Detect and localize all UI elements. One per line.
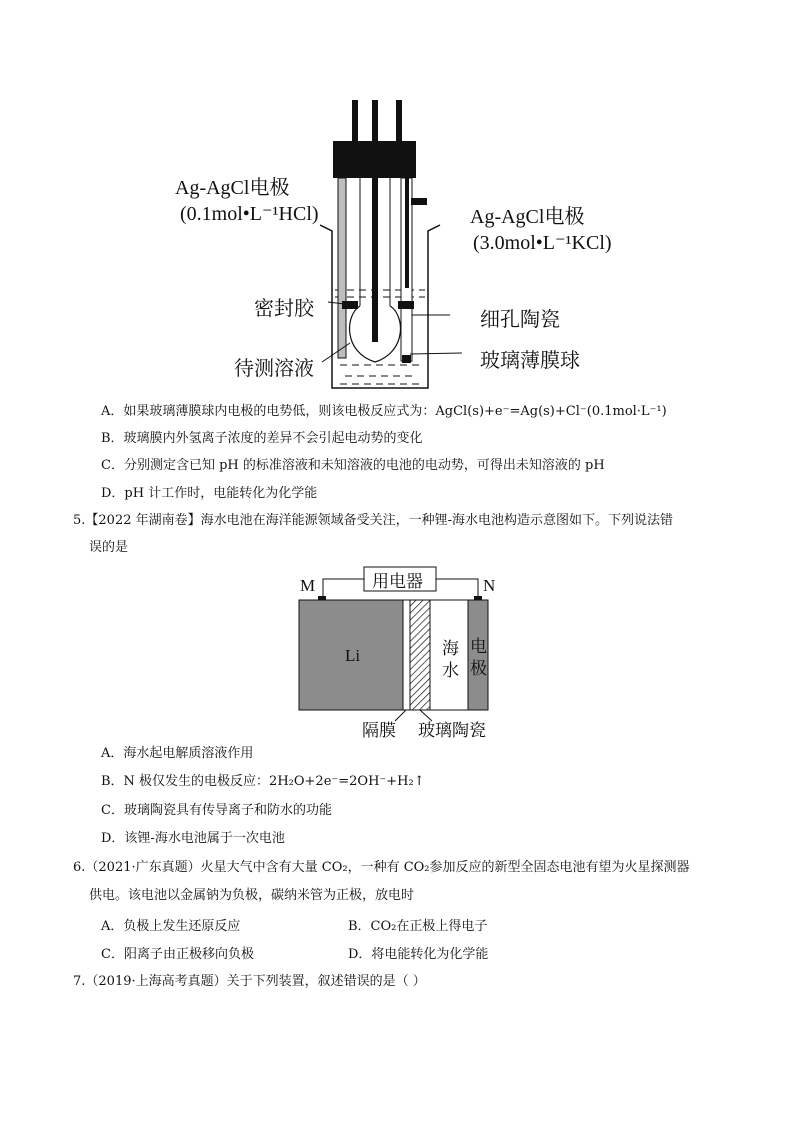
q5-stem-line1: 5.【2022 年湖南卷】海水电池在海洋能源领域备受关注，一种锂-海水电池构造示意图如下。下列说法错 [73, 513, 674, 528]
electrode-cap [333, 141, 416, 178]
cable-left [352, 100, 358, 142]
seal-label: 密封胶 [254, 298, 314, 320]
q4-option-d: D．pH 计工作时，电能转化为化学能 [101, 486, 318, 501]
inner-electrode-rod [372, 178, 378, 342]
q6-option-c: C．阳离子由正极移向负极 [101, 947, 254, 962]
q7-stem: 7.（2019·上海高考真题）关于下列装置，叙述错误的是（ ） [73, 974, 426, 989]
cable-mid [372, 100, 378, 142]
seal-glue-left [342, 301, 358, 309]
left-electrode-title: Ag-AgCl电极 [175, 177, 290, 199]
q4-option-c: C．分别测定含已知 pH 的标准溶液和未知溶液的电池的电动势，可得出未知溶液的 pH [101, 458, 605, 473]
terminal-m-label: M [300, 576, 316, 595]
glass-ceramic-label: 玻璃陶瓷 [418, 721, 486, 740]
porous-ceramic-plug [402, 355, 411, 363]
q5-option-a: A．海水起电解质溶液作用 [101, 746, 254, 761]
terminal-n-label: N [483, 576, 496, 595]
wire-right [436, 579, 478, 599]
ph-electrode-diagram [0, 0, 794, 400]
q5-stem-line2: 误的是 [89, 540, 129, 555]
electrode-label-1: 电 [470, 637, 487, 656]
device-label: 用电器 [372, 572, 423, 591]
q4-option-b: B．玻璃膜内外氢离子浓度的差异不会引起电动势的变化 [101, 431, 423, 446]
q6-option-b: B．CO₂在正极上得电子 [348, 919, 488, 934]
li-label: Li [345, 646, 361, 665]
seal-glue-right [398, 301, 414, 309]
q6-option-a: A．负极上发生还原反应 [101, 919, 241, 934]
q4-option-a: A．如果玻璃薄膜球内电极的电势低，则该电极反应式为：AgCl(s)+e⁻=Ag(s)+Cl⁻(0.1mol·L⁻¹) [101, 404, 667, 419]
q6-option-d: D．将电能转化为化学能 [348, 947, 489, 962]
seawater-label-1: 海 [442, 639, 459, 658]
glass-bulb-label: 玻璃薄膜球 [480, 350, 580, 372]
separator-label: 隔膜 [362, 721, 396, 740]
q6-stem-line1: 6.（2021·广东真题）火星大气中含有大量 CO₂，一种有 CO₂参加反应的新型全固态电池有望为火星探测器 [73, 860, 690, 875]
wire-left [323, 579, 364, 599]
left-electrode-solution: (0.1mol•L⁻¹HCl) [180, 203, 319, 225]
right-electrode-title: Ag-AgCl电极 [470, 206, 585, 228]
right-electrode-solution: (3.0mol•L⁻¹KCl) [473, 232, 612, 254]
q5-option-c: C．玻璃陶瓷具有传导离子和防水的功能 [101, 803, 332, 818]
glass-ceramic [410, 600, 430, 710]
electrode-label-2: 极 [470, 659, 487, 678]
separator [403, 600, 410, 710]
seawater-label-2: 水 [442, 661, 459, 680]
cable-right [396, 100, 402, 142]
left-electrode-tube [338, 178, 346, 358]
q6-stem-line2: 供电。该电池以金属钠为负极，碳纳米管为正极，放电时 [89, 888, 415, 903]
q5-option-d: D．该锂-海水电池属于一次电池 [101, 831, 285, 846]
fill-port [411, 198, 427, 205]
q5-option-b: B．N 极仅发生的电极反应：2H₂O+2e⁻=2OH⁻+H₂↑ [101, 774, 425, 789]
porous-ceramic-label: 细孔陶瓷 [480, 309, 560, 331]
test-solution-label: 待测溶液 [234, 358, 314, 380]
